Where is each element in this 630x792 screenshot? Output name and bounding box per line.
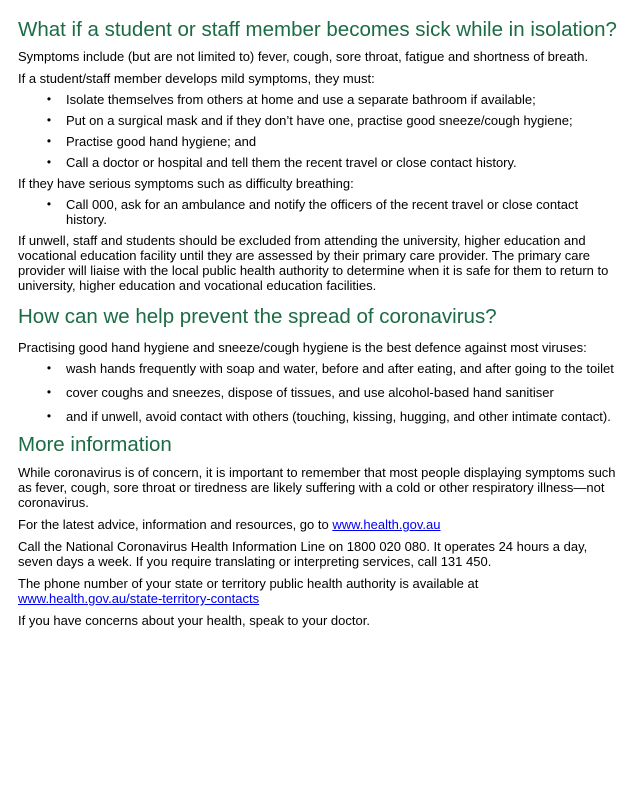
symptoms-paragraph: Symptoms include (but are not limited to) fever, cough, sore throat, fatigue and shortness of breath. xyxy=(18,49,589,64)
latest-advice-text: For the latest advice, information and resources, go to xyxy=(18,517,333,532)
list-item xyxy=(18,197,622,227)
state-authority-text: The phone number of your state or territory public health authority is available at xyxy=(18,576,479,591)
list-item xyxy=(18,134,622,149)
bullet-icon: • xyxy=(46,385,52,399)
mild-symptoms-intro: If a student/staff member develops mild symptoms, they must: xyxy=(18,71,375,86)
list-item xyxy=(18,92,622,107)
doctor-advice-paragraph: If you have concerns about your health, speak to your doctor. xyxy=(18,613,370,628)
section-sick-in-isolation xyxy=(18,18,622,293)
hotline-paragraph: Call the National Coronavirus Health Information Line on 1800 020 080. It operates 24 hours a day, seven days a week. If you require translating or interpreting services, call 131 450. xyxy=(18,539,588,569)
prevention-list xyxy=(18,361,622,424)
list-item-text: Put on a surgical mask and if they don’t have one, practise good sneeze/cough hygiene; xyxy=(66,113,573,128)
prevention-intro: Practising good hand hygiene and sneeze/cough hygiene is the best defence against most viruses: xyxy=(18,340,587,355)
reassurance-paragraph: While coronavirus is of concern, it is important to remember that most people displaying symptoms such as fever, cough, sore throat or tiredness are likely suffering with a cold or other respiratory illness—not coronavirus. xyxy=(18,465,616,510)
section-heading: What if a student or staff member becomes sick while in isolation? xyxy=(18,18,617,41)
list-item-text: Call a doctor or hospital and tell them the recent travel or close contact history. xyxy=(66,155,517,170)
list-item-text: and if unwell, avoid contact with others (touching, kissing, hugging, and other intimate contact). xyxy=(66,409,611,424)
list-item-text: Call 000, ask for an ambulance and notify the officers of the recent travel or close contact history. xyxy=(66,197,579,227)
bullet-icon: • xyxy=(46,197,52,211)
state-authority-paragraph xyxy=(18,576,622,606)
section-heading: More information xyxy=(18,433,172,456)
list-item xyxy=(18,385,622,400)
list-item xyxy=(18,409,622,424)
exclusion-paragraph: If unwell, staff and students should be excluded from attending the university, higher education and vocational education facility until they are assessed by their primary care provider. The primary care provider will liaise with the local public health authority to determine when it is safe for them to return to university, higher education and vocational education facilities. xyxy=(18,233,609,293)
mild-symptoms-list xyxy=(18,92,622,170)
list-item-text: Isolate themselves from others at home and use a separate bathroom if available; xyxy=(66,92,536,107)
latest-advice-paragraph xyxy=(18,517,622,532)
serious-symptoms-list xyxy=(18,197,622,227)
state-contacts-link[interactable]: www.health.gov.au/state-territory-contacts xyxy=(18,591,260,606)
list-item xyxy=(18,361,622,376)
serious-symptoms-intro: If they have serious symptoms such as difficulty breathing: xyxy=(18,176,354,191)
bullet-icon: • xyxy=(46,155,52,169)
list-item-text: wash hands frequently with soap and water, before and after eating, and after going to the toilet xyxy=(66,361,614,376)
section-more-information xyxy=(18,433,622,628)
list-item-text: cover coughs and sneezes, dispose of tissues, and use alcohol-based hand sanitiser xyxy=(66,385,554,400)
bullet-icon: • xyxy=(46,134,52,148)
bullet-icon: • xyxy=(46,113,52,127)
list-item-text: Practise good hand hygiene; and xyxy=(66,134,257,149)
health-gov-link[interactable]: www.health.gov.au xyxy=(332,517,441,532)
section-heading: How can we help prevent the spread of coronavirus? xyxy=(18,305,497,328)
section-prevent-spread xyxy=(18,305,622,424)
bullet-icon: • xyxy=(46,92,52,106)
list-item xyxy=(18,113,622,128)
bullet-icon: • xyxy=(46,409,52,423)
list-item xyxy=(18,155,622,170)
bullet-icon: • xyxy=(46,361,52,375)
